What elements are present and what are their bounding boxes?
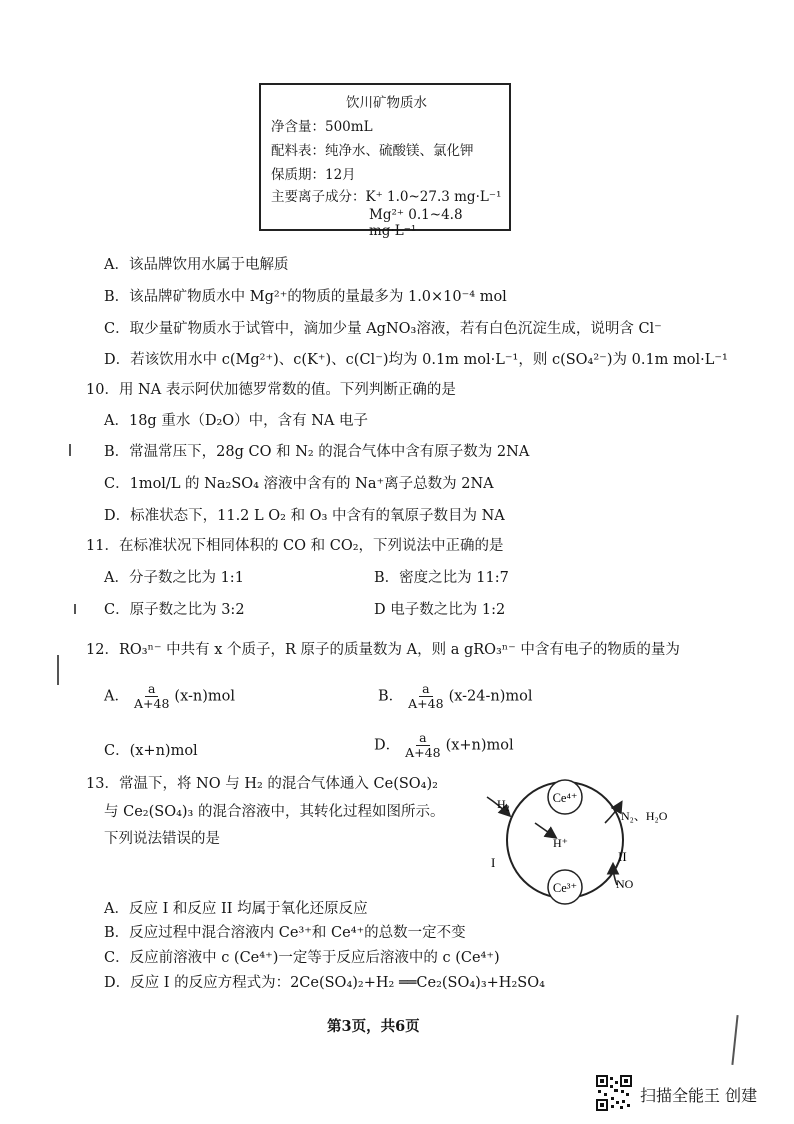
product-label bbox=[259, 83, 511, 239]
q12-option-d: D． $\frac{a}{A+48}$ (x+n)mol bbox=[374, 730, 514, 760]
label-net-content: 净含量：500mL bbox=[271, 119, 373, 135]
qr-code-icon bbox=[596, 1075, 632, 1111]
reaction-1-label: I bbox=[491, 855, 496, 870]
scan-mark bbox=[57, 655, 59, 685]
q13-option-d: D．反应 I 的反应方程式为：2Ce(SO₄)₂+H₂ ══Ce₂(SO₄)₃+H₂SO₄ bbox=[104, 975, 545, 991]
label-title: 饮川矿物质水 bbox=[346, 95, 427, 111]
q13-stem-line1: 13．常温下，将 NO 与 H₂ 的混合气体通入 Ce(SO₄)₂ bbox=[86, 776, 438, 792]
ce3-label: Ce³⁺ bbox=[552, 881, 578, 895]
label-ions-k: 主要离子成分：K⁺ 1.0~27.3 mg·L⁻¹ bbox=[271, 189, 502, 205]
q10-option-a: A．18g 重水（D₂O）中，含有 NA 电子 bbox=[104, 413, 369, 429]
q9-option-c: C．取少量矿物质水于试管中，滴加少量 AgNO₃溶液，若有白色沉淀生成，说明含 Cl⁻ bbox=[104, 321, 662, 337]
q13-stem-line2: 与 Ce₂(SO₄)₃ 的混合溶液中，其转化过程如图所示。 bbox=[104, 804, 445, 820]
label-ingredients: 配料表：纯净水、硫酸镁、氯化钾 bbox=[271, 143, 474, 159]
page-number: 第3页，共6页 bbox=[327, 1018, 420, 1035]
q13-stem-line3: 下列说法错误的是 bbox=[104, 831, 220, 847]
q12-d-fraction: $\frac{a}{A+48}$ bbox=[405, 730, 441, 760]
q12-b-fraction: $\frac{a}{A+48}$ bbox=[408, 681, 444, 711]
q12-option-b: B． $\frac{a}{A+48}$ (x-24-n)mol bbox=[378, 681, 533, 711]
scan-mark bbox=[731, 1015, 738, 1065]
q11-stem: 11．在标准状况下相同体积的 CO 和 CO₂，下列说法中正确的是 bbox=[86, 538, 504, 554]
label-ions-mg: Mg²⁺ 0.1~4.8 mg·L⁻¹ bbox=[369, 207, 463, 239]
q13-option-b: B．反应过程中混合溶液内 Ce³⁺和 Ce⁴⁺的总数一定不变 bbox=[104, 925, 466, 941]
q11-option-a: A．分子数之比为 1:1 bbox=[104, 570, 244, 586]
h2-label: H₂ bbox=[497, 797, 510, 811]
q12-a-fraction: $\frac{a}{A+48}$ bbox=[133, 681, 170, 711]
q13-option-a: A．反应 I 和反应 II 均属于氧化还原反应 bbox=[104, 901, 368, 917]
q10-option-c: C．1mol/L 的 Na₂SO₄ 溶液中含有的 Na⁺离子总数为 2NA bbox=[104, 476, 494, 492]
label-shelf-life: 保质期：12月 bbox=[271, 167, 356, 183]
hplus-label: H⁺ bbox=[553, 836, 568, 850]
q9-option-a: A．该品牌饮用水属于电解质 bbox=[104, 257, 289, 273]
q11-option-b: B．密度之比为 11:7 bbox=[374, 570, 509, 586]
q11-option-c: C．原子数之比为 3:2 bbox=[104, 602, 245, 618]
q13-option-c: C．反应前溶液中 c (Ce⁴⁺)一定等于反应后溶液中的 c (Ce⁴⁺) bbox=[104, 950, 500, 966]
q10-option-b: B．常温常压下，28g CO 和 N₂ 的混合气体中含有原子数为 2NA bbox=[104, 444, 530, 460]
reaction-2-label: II bbox=[618, 849, 627, 864]
products-label: N₂、H₂O bbox=[621, 809, 668, 823]
q9-option-b: B．该品牌矿物质水中 Mg²⁺的物质的量最多为 1.0×10⁻⁴ mol bbox=[104, 289, 507, 305]
scan-mark bbox=[74, 604, 76, 614]
q10-stem: 10．用 NA 表示阿伏加德罗常数的值。下列判断正确的是 bbox=[86, 382, 456, 398]
q12-stem: 12．RO₃ⁿ⁻ 中共有 x 个质子，R 原子的质量数为 A，则 a gRO₃ⁿ⁻ 中含有电子的物质的量为 bbox=[86, 642, 680, 658]
scan-mark bbox=[69, 444, 71, 456]
q10-option-d: D．标准状态下，11.2 L O₂ 和 O₃ 中含有的氧原子数目为 NA bbox=[104, 508, 505, 524]
hplus-arrow bbox=[535, 823, 555, 837]
q9-option-d: D．若该饮用水中 c(Mg²⁺)、c(K⁺)、c(Cl⁻)均为 0.1m mol·L⁻¹，则 c(SO₄²⁻)为 0.1m mol·L⁻¹ bbox=[104, 352, 728, 368]
q11-option-d: D 电子数之比为 1:2 bbox=[374, 602, 506, 618]
scanner-brand: 扫描全能王 创建 bbox=[640, 1086, 758, 1105]
no-label: NO bbox=[616, 877, 634, 891]
q12-option-a: A． $\frac{a}{A+48}$ (x-n)mol bbox=[104, 681, 235, 711]
q12-option-c: C．(x+n)mol bbox=[104, 743, 198, 759]
ce4-label: Ce⁴⁺ bbox=[552, 791, 578, 805]
ce-cycle-diagram bbox=[475, 775, 700, 910]
